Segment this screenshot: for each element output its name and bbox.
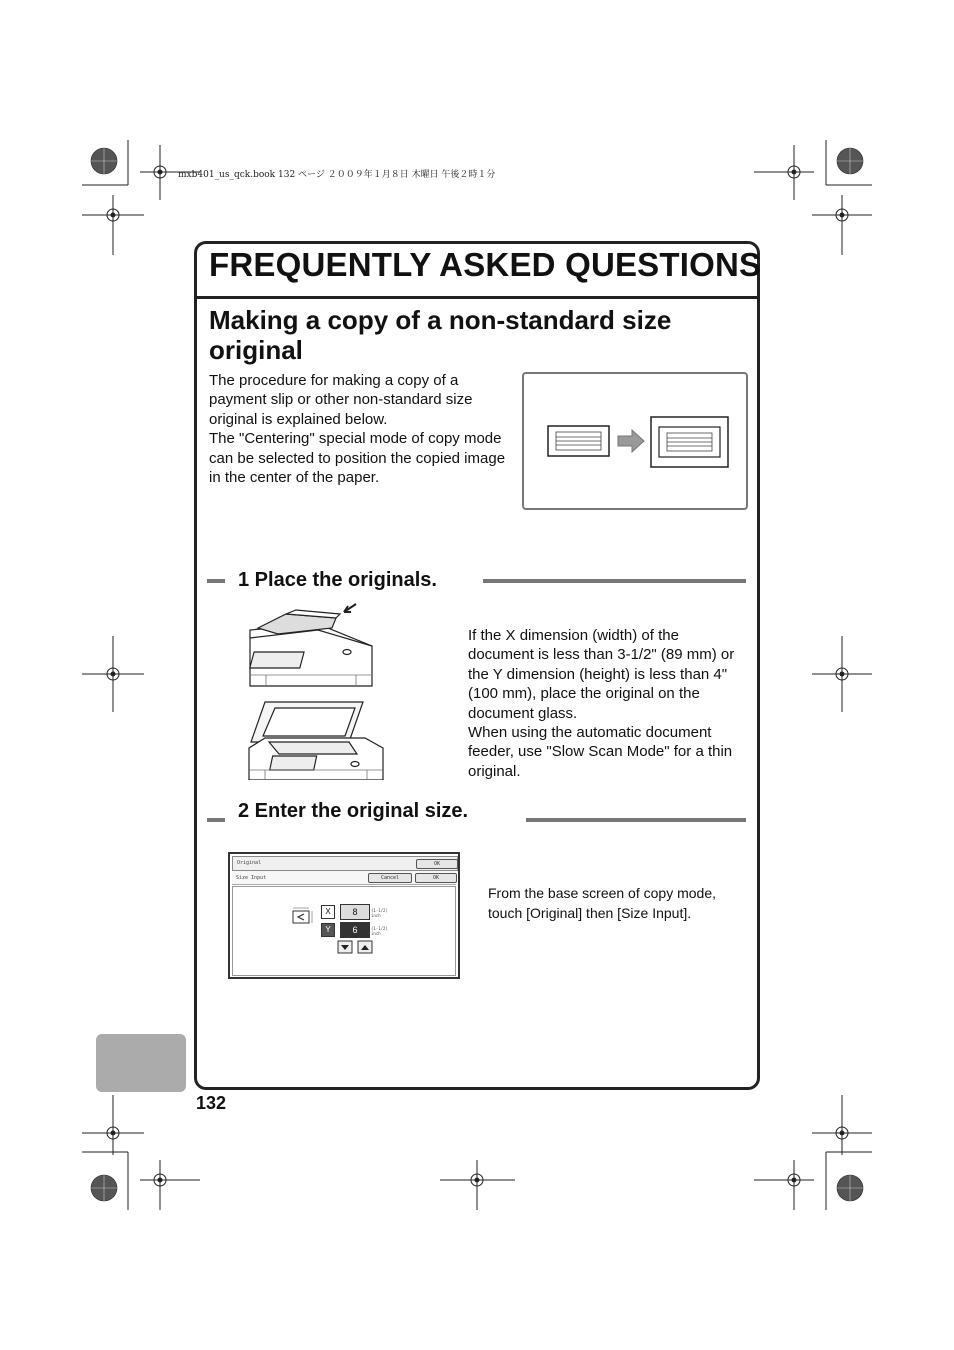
copier-adf-illustration bbox=[248, 600, 378, 688]
step2-rule bbox=[526, 818, 746, 822]
arrow-down-icon[interactable] bbox=[338, 941, 352, 953]
intro-paragraph: The "Centering" special mode of copy mode can be selected to position the copied image in the center of the paper. bbox=[209, 430, 506, 487]
screen-original-row bbox=[232, 856, 458, 871]
step2-dash bbox=[207, 818, 225, 822]
step1-paragraph: If the X dimension (width) of the document is less than 3-1/2" (89 mm) or the Y dimension (height) is less than 4" (100 mm), place the original on the document glass. bbox=[468, 627, 735, 722]
arrow-icon bbox=[344, 604, 356, 612]
step1-text bbox=[468, 626, 738, 781]
screen-original-label: Original bbox=[237, 860, 262, 866]
step2-text: From the base screen of copy mode, touch [Original] then [Size Input]. bbox=[488, 885, 716, 921]
screen-body bbox=[232, 886, 456, 976]
screen-ok-button[interactable]: OK bbox=[415, 873, 457, 883]
y-range-text: (1-1/2) inch bbox=[371, 926, 388, 936]
x-range-text: (1-1/2) inch bbox=[371, 908, 388, 918]
chapter-tab bbox=[96, 1034, 186, 1092]
screen-size-input-label: Size Input bbox=[236, 875, 267, 881]
x-key-button[interactable]: X bbox=[321, 905, 335, 919]
step1-rule bbox=[483, 579, 746, 583]
intro-paragraph: The procedure for making a copy of a payment slip or other non-standard size original is explained below. bbox=[209, 372, 473, 428]
centering-diagram bbox=[524, 374, 746, 508]
arrow-right-icon bbox=[618, 430, 644, 452]
y-key-button[interactable]: Y bbox=[321, 923, 335, 937]
intro-text bbox=[209, 371, 509, 487]
original-orientation-icon bbox=[290, 907, 318, 929]
arrow-up-icon[interactable] bbox=[358, 941, 372, 953]
y-value-display: 6 bbox=[340, 922, 370, 938]
step1-dash bbox=[207, 579, 225, 583]
screen-cancel-button[interactable]: Cancel bbox=[368, 873, 412, 883]
size-input-screen bbox=[228, 852, 460, 979]
centering-illustration bbox=[522, 372, 748, 510]
copier-glass-illustration bbox=[245, 698, 387, 780]
x-value-display: 8 bbox=[340, 904, 370, 920]
screen-original-ok-button[interactable]: OK bbox=[416, 859, 458, 869]
adjust-arrows bbox=[337, 940, 373, 954]
page-number: 132 bbox=[196, 1093, 227, 1113]
screen-size-input-row bbox=[232, 871, 456, 885]
page-title: FREQUENTLY ASKED QUESTIONS bbox=[209, 246, 762, 283]
section-title: Making a copy of a non-standard size original bbox=[209, 305, 672, 365]
print-header: mxb401_us_qck.book 132 ページ ２００９年１月８日 木曜日 午後２時１分 bbox=[178, 170, 496, 180]
step1-paragraph: When using the automatic document feeder, use "Slow Scan Mode" for a thin original. bbox=[468, 724, 733, 780]
step2-heading: 2 Enter the original size. bbox=[238, 800, 469, 822]
step1-heading: 1 Place the originals. bbox=[238, 569, 437, 591]
